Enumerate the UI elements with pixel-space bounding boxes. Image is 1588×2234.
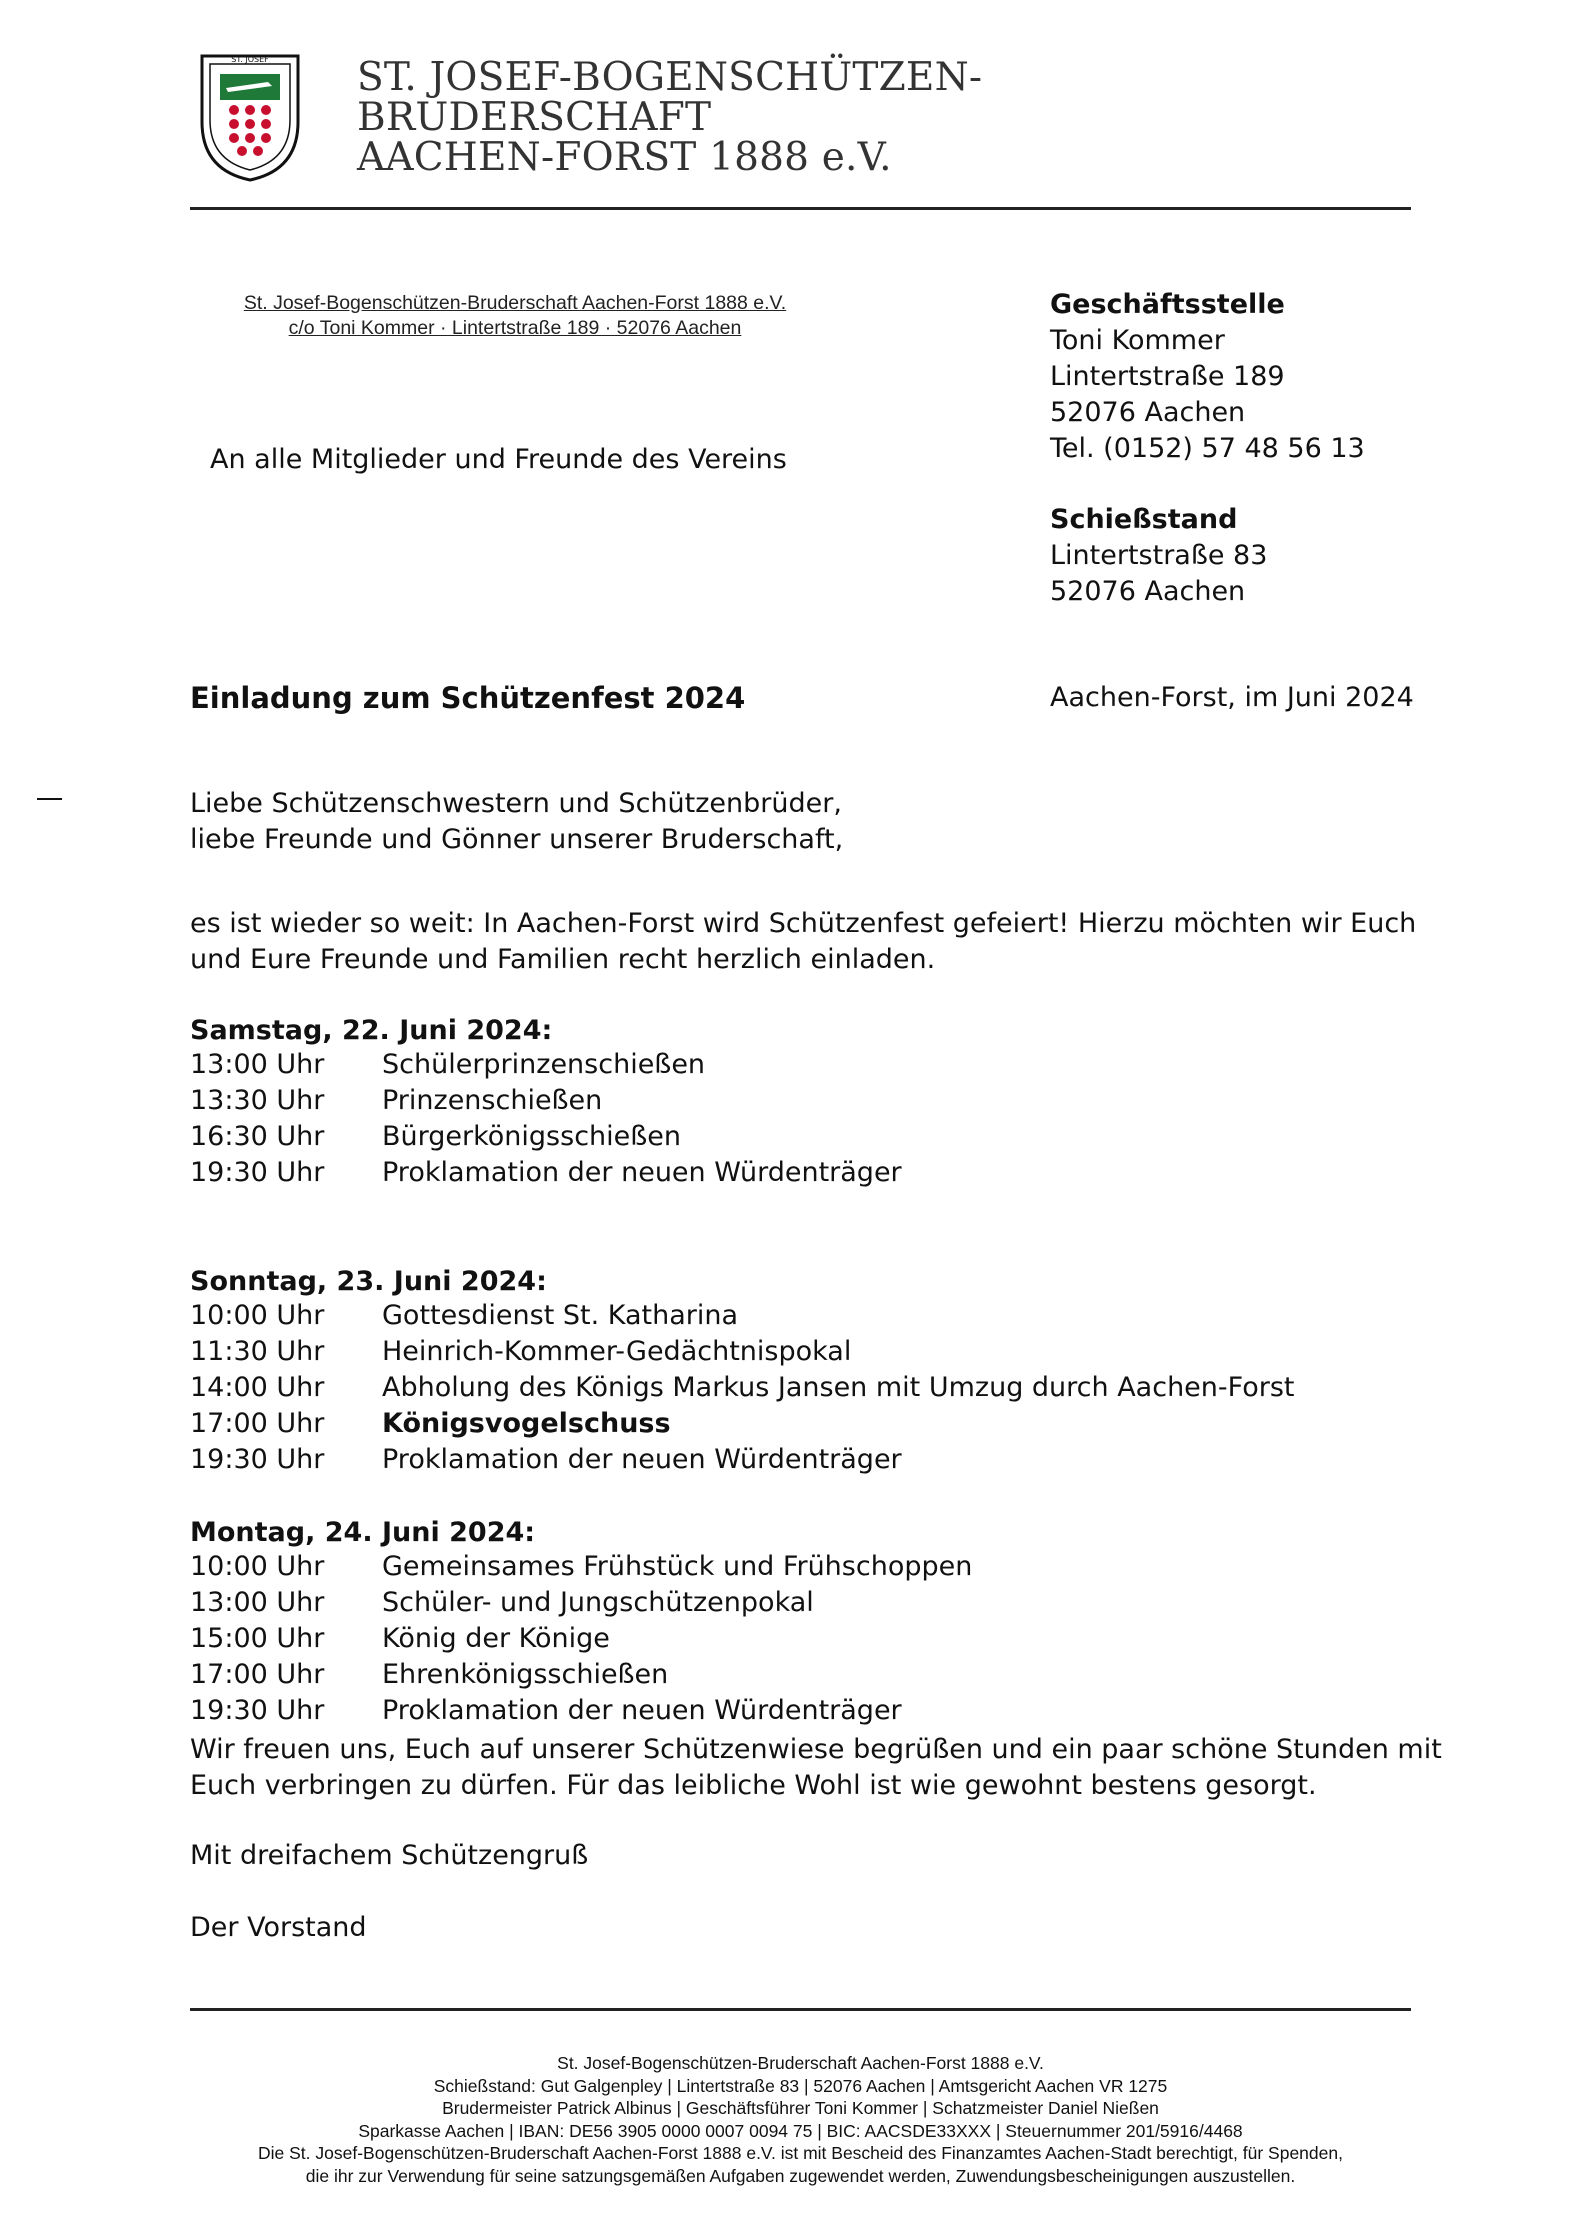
footer-line-3: Brudermeister Patrick Albinus | Geschäftsführer Toni Kommer | Schatzmeister Daniel Nießen [442,2098,1159,2119]
intro-line-1: es ist wieder so weit: In Aachen-Forst wird Schützenfest gefeiert! Hierzu möchten wir Euch [190,908,1417,939]
date-line: Aachen-Forst, im Juni 2024 [1050,682,1414,713]
schedule-time: 19:30 Uhr [190,1157,325,1188]
schedule-event: Schüler- und Jungschützenpokal [382,1587,814,1618]
schedule-event: Königsvogelschuss [382,1408,671,1439]
schedule-event: Bürgerkönigsschießen [382,1121,681,1152]
schedule-day-heading: Samstag, 22. Juni 2024: [190,1015,553,1046]
schedule-time: 13:00 Uhr [190,1587,325,1618]
schedule-day-heading: Sonntag, 23. Juni 2024: [190,1266,547,1297]
schedule-event: Proklamation der neuen Würdenträger [382,1695,902,1726]
schedule-event: Prinzenschießen [382,1085,603,1116]
bruderschaft-logo [198,52,302,184]
footer-rule [190,2008,1411,2011]
letterhead-line-1: ST. JOSEF-BOGENSCHÜTZEN- [357,55,983,100]
return-address-line-1: St. Josef-Bogenschützen-Bruderschaft Aachen-Forst 1888 e.V. [243,292,787,314]
schedule-time: 11:30 Uhr [190,1336,325,1367]
closing-line-1: Wir freuen uns, Euch auf unserer Schützenwiese begrüßen und ein paar schöne Stunden mit [190,1734,1442,1765]
schedule-time: 13:30 Uhr [190,1085,325,1116]
schedule-time: 17:00 Uhr [190,1408,325,1439]
office-phone: Tel. (0152) 57 48 56 13 [1050,433,1365,464]
closing-line-2: Euch verbringen zu dürfen. Für das leibliche Wohl ist wie gewohnt bestens gesorgt. [190,1770,1317,1801]
schedule-time: 16:30 Uhr [190,1121,325,1152]
footer-line-5: Die St. Josef-Bogenschützen-Bruderschaft Aachen-Forst 1888 e.V. ist mit Bescheid des Finanzamtes Aachen-Stadt berechtigt, für Spenden, [258,2143,1343,2164]
schedule-time: 19:30 Uhr [190,1444,325,1475]
schedule-event: Abholung des Königs Markus Jansen mit Umzug durch Aachen-Forst [382,1372,1295,1403]
intro-line-2: und Eure Freunde und Familien recht herzlich einladen. [190,944,936,975]
range-city: 52076 Aachen [1050,576,1246,607]
fold-mark [37,798,62,800]
schedule-event: Proklamation der neuen Würdenträger [382,1444,902,1475]
footer-line-1: St. Josef-Bogenschützen-Bruderschaft Aachen-Forst 1888 e.V. [557,2053,1044,2073]
return-address-line-2: c/o Toni Kommer · Lintertstraße 189 · 52076 Aachen [288,317,742,339]
schedule-event: Gottesdienst St. Katharina [382,1300,739,1331]
letterhead-line-2: BRUDERSCHAFT [357,95,712,140]
schedule-time: 10:00 Uhr [190,1551,325,1582]
range-street: Lintertstraße 83 [1050,540,1268,571]
logo-ring-text: ST. JOSEF [231,55,269,64]
schedule-event: Gemeinsames Frühstück und Frühschoppen [382,1551,973,1582]
signature: Der Vorstand [190,1912,367,1943]
schedule-event: König der Könige [382,1623,610,1654]
range-heading: Schießstand [1050,504,1238,535]
schedule-time: 19:30 Uhr [190,1695,325,1726]
salutation-line-2: liebe Freunde und Gönner unserer Bruderschaft, [190,824,844,855]
schedule-event: Heinrich-Kommer-Gedächtnispokal [382,1336,852,1367]
schedule-time: 14:00 Uhr [190,1372,325,1403]
schedule-event: Proklamation der neuen Würdenträger [382,1157,902,1188]
footer-line-6: die ihr zur Verwendung für seine satzungsgemäßen Aufgaben zugewendet werden, Zuwendungsbescheinigungen auszustellen. [305,2166,1296,2186]
schedule-time: 15:00 Uhr [190,1623,325,1654]
salutation-line-1: Liebe Schützenschwestern und Schützenbrüder, [190,788,842,819]
office-street: Lintertstraße 189 [1050,361,1285,392]
schedule-event: Ehrenkönigsschießen [382,1659,669,1690]
header-rule [190,207,1411,210]
subject: Einladung zum Schützenfest 2024 [190,681,746,715]
schedule-time: 17:00 Uhr [190,1659,325,1690]
schedule-time: 10:00 Uhr [190,1300,325,1331]
schedule-day-heading: Montag, 24. Juni 2024: [190,1517,536,1548]
schedule-time: 13:00 Uhr [190,1049,325,1080]
letterhead-line-3: AACHEN-FORST 1888 e.V. [357,135,892,180]
office-city: 52076 Aachen [1050,397,1246,428]
office-name: Toni Kommer [1050,325,1225,356]
closing-greeting: Mit dreifachem Schützengruß [190,1840,589,1871]
footer-line-2: Schießstand: Gut Galgenpley | Lintertstraße 83 | 52076 Aachen | Amtsgericht Aachen VR 1275 [433,2075,1168,2096]
schedule-event: Schülerprinzenschießen [382,1049,706,1080]
office-heading: Geschäftsstelle [1050,289,1285,320]
footer-line-4: Sparkasse Aachen | IBAN: DE56 3905 0000 0007 0094 75 | BIC: AACSDE33XXX | Steuernummer 201/5916/4468 [358,2120,1243,2141]
recipient: An alle Mitglieder und Freunde des Vereins [210,444,787,475]
